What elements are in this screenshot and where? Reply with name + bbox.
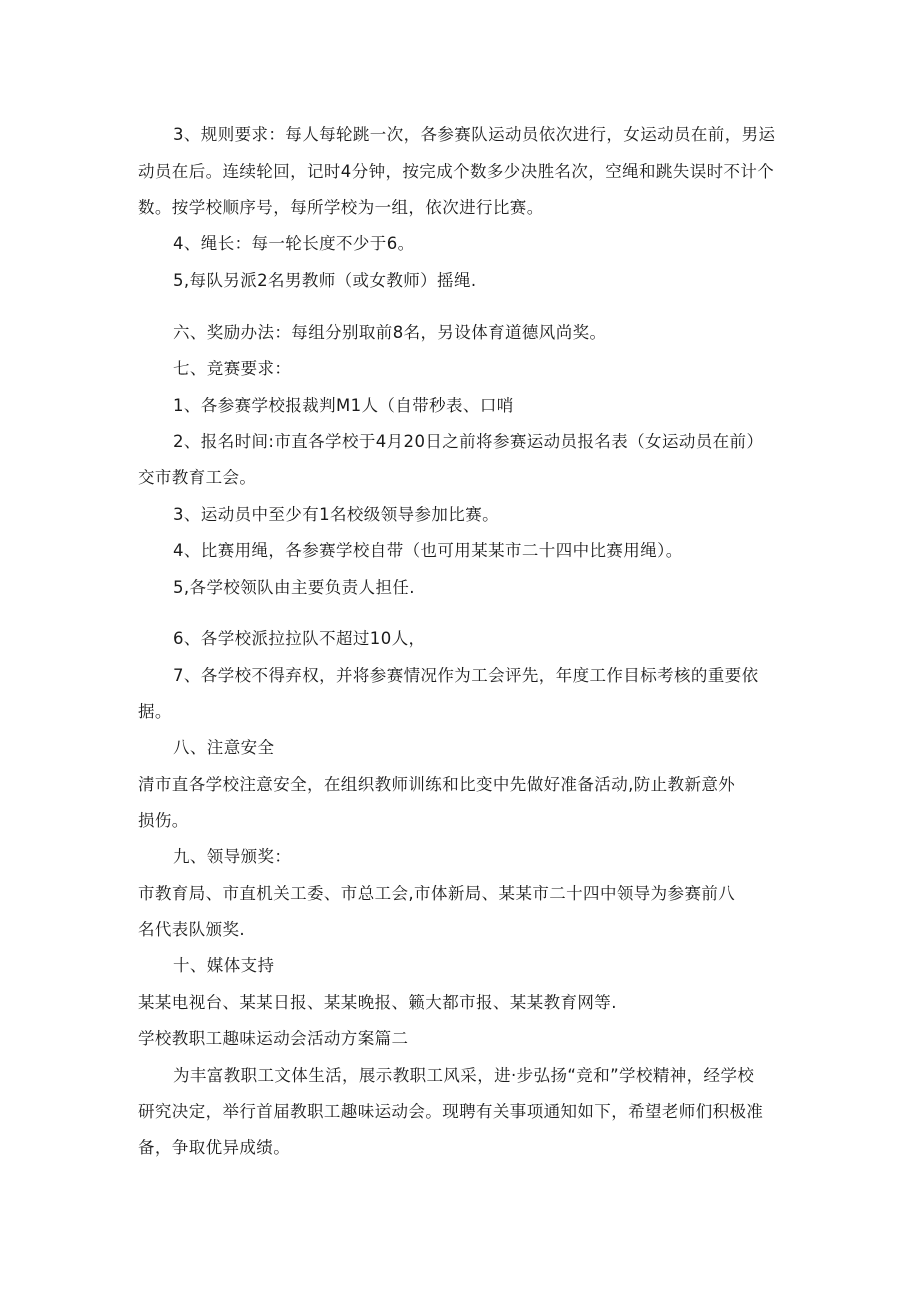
requirement-4: 4、比赛用绳，各参赛学校自带（也可用某某市二十四中比赛用绳）。 (173, 541, 683, 560)
requirement-1: 1、各参赛学校报裁判M1人（自带秒表、口哨 (173, 396, 514, 415)
safety-text-line-2: 损伤。 (138, 811, 189, 830)
plan-2-intro-line-1: 为丰富教职工文体生活，展示教职工风采，进·步弘扬“竞和”学校精神，经学校 (173, 1066, 755, 1085)
rule-3-line-2: 动员在后。连续轮回，记时4分钟，按完成个数多少决胜名次，空绳和跳失误时不计个 (138, 162, 775, 181)
plan-2-intro-line-2: 研究决定，举行首届教职工趣味运动会。现聘有关事项通知如下，希望老师们积极准 (138, 1102, 764, 1121)
rule-3-line-1: 3、规则要求：每人每轮跳一次，各参赛队运动员依次进行，女运动员在前，男运 (173, 125, 776, 144)
section-9-heading: 九、领导颁奖： (173, 847, 292, 866)
plan-2-title: 学校教职工趣味运动会活动方案篇二 (138, 1029, 409, 1048)
requirement-2-line-1: 2、报名时间:市直各学校于4月20日之前将参赛运动员报名表（女运动员在前） (173, 432, 764, 451)
section-10-heading: 十、媒体支持 (173, 956, 275, 975)
awards-text-line-1: 市教育局、市直机关工委、市总工会,市体新局、某某市二十四中领导为参赛前八 (138, 884, 736, 903)
requirement-6: 6、各学校派拉拉队不超过10人， (173, 629, 426, 648)
requirement-5: 5,各学校领队由主要负责人担任. (173, 578, 415, 597)
safety-text-line-1: 清市直各学校注意安全，在组织教师训练和比变中先做好准备活动,防止教新意外 (138, 775, 736, 794)
section-8-heading: 八、注意安全 (173, 738, 275, 757)
section-7-heading: 七、竞赛要求： (173, 359, 292, 378)
requirement-2-line-2: 交市教育工会。 (138, 468, 257, 487)
media-text: 某某电视台、某某日报、某某晚报、籁大都市报、某某教育网等. (138, 993, 617, 1012)
requirement-7-line-2: 据。 (138, 702, 172, 721)
awards-text-line-2: 名代表队颁奖. (138, 920, 246, 939)
requirement-7-line-1: 7、各学校不得弃权，并将参赛情况作为工会评先，年度工作目标考核的重要依 (173, 666, 759, 685)
plan-2-intro-line-3: 备，争取优异成绩。 (138, 1138, 291, 1157)
rule-3-line-3: 数。按学校顺序号，每所学校为一组，依次进行比赛。 (138, 198, 544, 217)
requirement-3: 3、运动员中至少有1名校级领导参加比赛。 (173, 505, 499, 524)
rule-4: 4、绳长：每一轮长度不少于6。 (173, 234, 415, 253)
section-6-awards: 六、奖励办法：每组分别取前8名，另设体育道德风尚奖。 (173, 323, 607, 342)
rule-5: 5,每队另派2名男教师（或女教师）摇绳. (173, 271, 477, 290)
